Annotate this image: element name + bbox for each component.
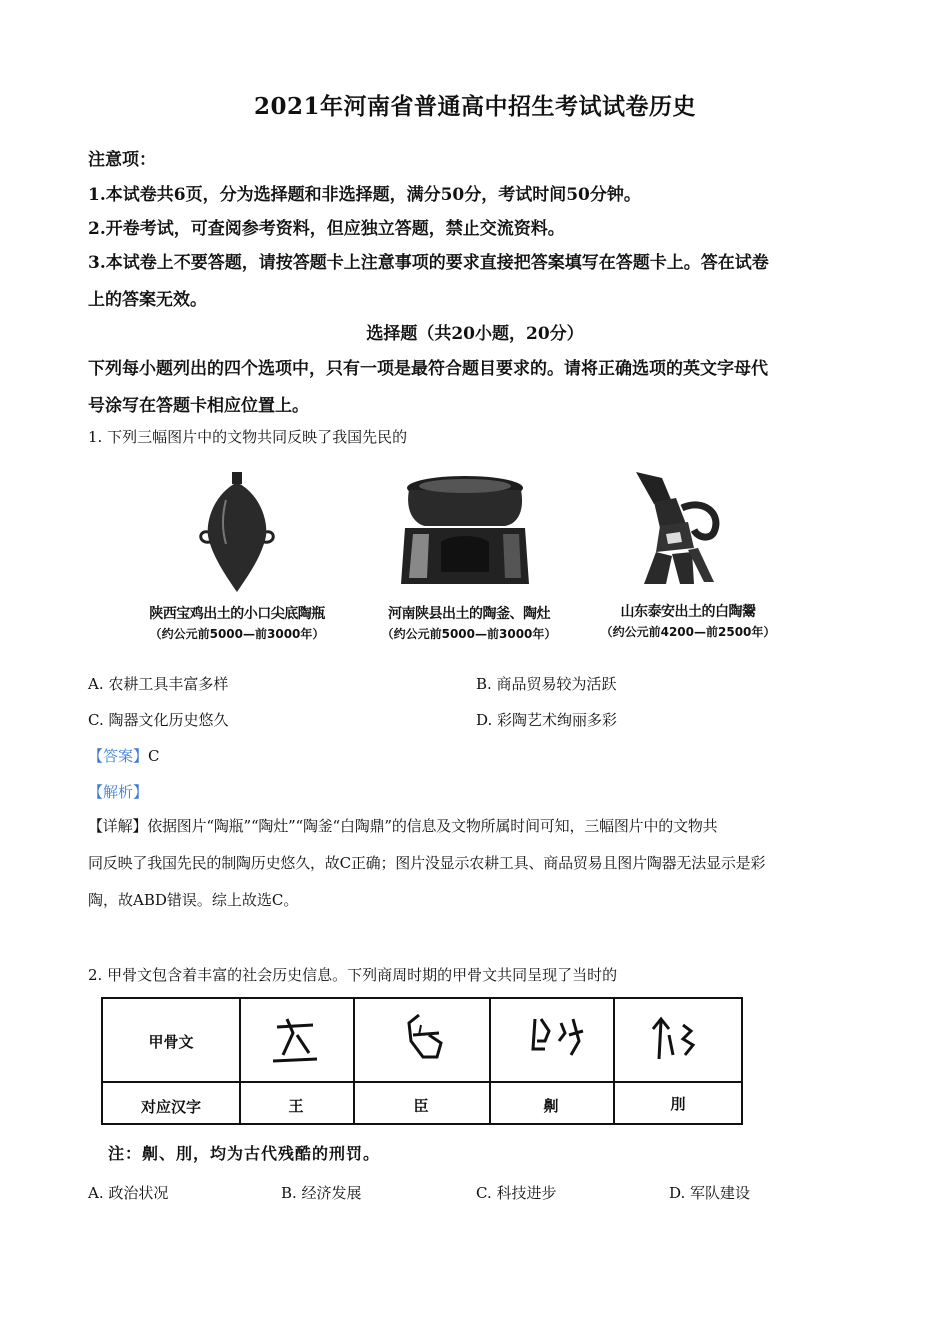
q1-option-d[interactable]: D. 彩陶艺术绚丽多彩 — [476, 711, 618, 729]
q2-stem: 2. 甲骨文包含着丰富的社会历史信息。下列商周时期的甲骨文共同呈现了当时的 — [88, 966, 618, 984]
table-header-oracle: 甲骨文 — [148, 1033, 194, 1051]
section-instruction-1: 下列每小题列出的四个选项中，只有一项是最符合题目要求的。请将正确选项的英文字母代 — [88, 359, 768, 379]
artifact-3-date: （约公元前4200—前2500年） — [600, 625, 776, 639]
q2-option-a[interactable]: A. 政治状况 — [88, 1184, 169, 1202]
artifact-1-name: 陕西宝鸡出土的小口尖底陶瓶 — [149, 606, 325, 622]
q1-option-a[interactable]: A. 农耕工具丰富多样 — [88, 675, 229, 693]
char-yi: 劓 — [543, 1097, 559, 1115]
table-row-divider — [103, 1081, 741, 1083]
artifact-caption-3 — [588, 601, 788, 640]
q1-detail-1: 【详解】依据图片“陶瓶”“陶灶”“陶釜“白陶鼎”的信息及文物所属时间可知，三幅图片中的文物共 — [88, 817, 718, 835]
table-header-modern: 对应汉字 — [140, 1098, 201, 1116]
q1-detail-2: 同反映了我国先民的制陶历史悠久，故C正确；图片没显示农耕工具、商品贸易且图片陶器无法显示是彩 — [88, 854, 766, 872]
q2-option-c[interactable]: C. 科技进步 — [476, 1184, 557, 1202]
q1-stem: 1. 下列三幅图片中的文物共同反映了我国先民的 — [88, 428, 408, 446]
answer-value: C — [148, 747, 160, 765]
char-yue: 刖 — [670, 1095, 686, 1113]
q1-option-b[interactable]: B. 商品贸易较为活跃 — [476, 675, 617, 693]
notice-heading: 注意项： — [88, 150, 156, 170]
artifact-2-name: 河南陕县出土的陶釜、陶灶 — [388, 606, 550, 622]
pointed-bottom-vase-icon — [196, 470, 278, 594]
answer-label: 【答案】 — [88, 747, 149, 765]
q1-option-c[interactable]: C. 陶器文化历史悠久 — [88, 711, 229, 729]
q1-answer-line — [88, 745, 868, 766]
white-pottery-gui-icon — [632, 468, 722, 586]
artifact-caption-2 — [362, 603, 576, 642]
q2-option-b[interactable]: B. 经济发展 — [281, 1184, 362, 1202]
notice-item-3-cont: 上的答案无效。 — [88, 290, 207, 310]
artifact-caption-1 — [128, 603, 346, 642]
table-note: 注：劓、刖，均为古代残酷的刑罚。 — [108, 1144, 381, 1163]
oracle-yue-icon — [643, 1011, 713, 1069]
artifact-1-date: （约公元前5000—前3000年） — [149, 627, 325, 641]
oracle-chen-icon — [389, 1011, 459, 1069]
artifact-2-date: （约公元前5000—前3000年） — [381, 627, 557, 641]
notice-item-1: 1.本试卷共6页，分为选择题和非选择题，满分50分，考试时间50分钟。 — [88, 185, 641, 205]
oracle-bone-table — [101, 997, 743, 1125]
pottery-cauldron-stove-icon — [395, 472, 535, 590]
section-title: 选择题（共20小题，20分） — [366, 324, 584, 344]
notice-item-3: 3.本试卷上不要答题，请按答题卡上注意事项的要求直接把答案填写在答题卡上。答在试卷 — [88, 253, 769, 273]
q1-detail-3: 陶，故ABD错误。综上故选C。 — [88, 891, 299, 909]
section-instruction-2: 号涂写在答题卡相应位置上。 — [88, 396, 309, 416]
notice-item-2: 2.开卷考试，可查阅参考资料，但应独立答题，禁止交流资料。 — [88, 219, 565, 239]
char-chen: 臣 — [413, 1097, 429, 1115]
artifact-3-name: 山东泰安出土的白陶鬶 — [620, 604, 756, 620]
analysis-label: 【解析】 — [88, 783, 149, 801]
exam-title: 2021年河南省普通高中招生考试试卷历史 — [253, 93, 696, 120]
q2-option-d[interactable]: D. 军队建设 — [669, 1184, 751, 1202]
char-wang: 王 — [288, 1097, 304, 1115]
oracle-yi-icon — [523, 1011, 593, 1069]
oracle-wang-icon — [263, 1013, 333, 1069]
